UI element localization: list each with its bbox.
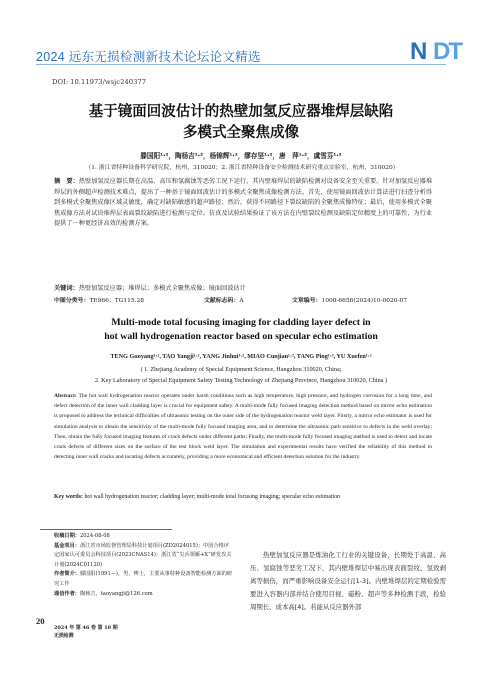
authors-english: TENG Guoyang¹·², TAO Yangji¹·², YANG Jinhui¹·², MIAO Cunjian¹·², TANG Ping¹·², YU Xuefen¹·²: [110, 353, 372, 360]
title-chinese-line-2: 多模式全聚焦成像: [183, 125, 299, 141]
abstract-chinese-label: 摘 要：: [54, 178, 79, 185]
keywords-chinese-label: 关键词：: [54, 285, 79, 292]
abstract-chinese: [54, 177, 432, 230]
logo-letter-n: N: [410, 38, 426, 65]
title-english-line-1: Multi-mode total focusing imaging for cladding layer defect in: [111, 317, 371, 328]
keywords-english-label: Key words:: [54, 494, 83, 500]
article-number: 文章编号：1000-6656(2024)10-0020-07: [292, 298, 407, 304]
title-english: [60, 316, 422, 343]
affiliation-english: [36, 365, 446, 386]
footnote-corresponding: 通信作者：陶杨吉，taoyangji@126.com: [54, 590, 153, 597]
footnote-author-bio: 作者简介：滕国阳(1991—)，男，博士，主要从事特种设备智能检测方面的研究工作: [54, 571, 233, 587]
affiliation-english-line-2: 2. Key Laboratory of Special Equipment Safety Testing Technology of Zhejiang Province, Hangzhou 310020, China ): [94, 376, 388, 384]
title-chinese-line-1: 基于镜面回波估计的热壁加氢反应器堆焊层缺陷: [88, 104, 394, 120]
journal-issue: 2024 年 第 46 卷 第 10 期: [54, 625, 118, 631]
footnote-rule: [40, 529, 172, 530]
abstract-english-label: Abstract:: [54, 393, 77, 399]
abstract-chinese-text: 热壁加氢反应器长期在高温、高压和氢腐蚀等恶劣工况下运行，其内壁堆焊层的缺陷检测对设备安全至关重要。针对加氢反应器堆焊层的外侧超声检测技术难点，提出了一种基于镜面回波估计的多模式全聚焦成像检测方法。首先，使用镜面回波估计算法进行扫查分析得到多模式全聚焦成像区域灵敏度，确定对缺陷敏感的超声路径；然后，获得不同路径下裂纹缺陷的全聚焦成像特征；最后，使用多模式全聚焦成像方法对试块堆焊层表面裂纹缺陷进行检测与定位。仿真及试验结果验证了该方法在内壁裂纹检测及缺陷定位精度上的可靠性，为行业提供了一种更经济高效的检测方案。: [54, 178, 433, 228]
footnote-funding: 基金项目：浙江省市场监督管理局科技计划项目(ZD2024015)；中国合格评定国家认可委员会科技项目(2023CNAS14)；浙江省“尖兵领雁+X”研发攻关计划(2024C01120): [54, 542, 232, 568]
page-number: 20: [36, 616, 45, 626]
affiliation-english-line-1: ( 1. Zhejiang Academy of Special Equipment Science, Hangzhou 310020, China;: [140, 366, 342, 373]
footnotes: [54, 532, 234, 599]
keywords-english-text: hot wall hydrogenation reactor; cladding layer; multi-mode total focusing imaging; specular echo estimation: [84, 494, 340, 500]
document-code: 文献标志码：A: [204, 298, 244, 304]
body-paragraph: 热壁加氢反应器是炼油化工行业的关键设备，长期处于高温、高压、氢腐蚀等恶劣工况下，其内壁堆焊层中易出现表面裂纹、氢致剥离等损伤，而严重影响设备安全运行[1-3]。内壁堆焊层的定期检验需要进入容器内部并结合使用目视、磁粉、超声等多种检测手段，检验周期长、成本高[4]。若能从反应器外部: [250, 551, 446, 611]
title-chinese: [36, 102, 446, 144]
abstract-english: [54, 391, 432, 462]
logo-letters-dt: DT: [433, 38, 461, 65]
header-rule: [36, 64, 446, 65]
affiliation-chinese: （1. 浙江省特种设备科学研究院，杭州，310020；2. 浙江省特种设备安全检测技术研究重点实验室，杭州，310020）: [85, 165, 399, 171]
title-english-line-2: hot wall hydrogenation reactor based on specular echo estimation: [104, 330, 378, 342]
keywords-chinese: [54, 283, 432, 292]
journal-info: [54, 625, 118, 640]
keywords-chinese-text: 热壁加氢反应器；堆焊层；多模式全聚焦成像；镜面回波估计: [78, 285, 246, 292]
authors-chinese: 滕国阳¹·²，陶杨吉¹·²，杨锦辉¹·²，缪存坚¹·²，唐 萍¹·²，虞雪芬¹·²: [140, 152, 342, 160]
footnote-received: 收稿日期：2024-08-08: [54, 533, 110, 539]
journal-name: 无损检测: [54, 632, 74, 639]
keywords-english: [54, 492, 432, 502]
doi: DOI: 10.11973/wsjc240377: [52, 78, 147, 86]
clc-number: 中图分类号：TE966；TG115.28: [54, 298, 144, 304]
abstract-english-text: The hot wall hydrogenation reactor operates under harsh conditions such as high temperature, high pressure, and hydrogen corrosion for a long time, and defect detection of the inner wall cladding layer is crucial for equipment safety. A multi-mode fully focused imaging detection method based on mirror echo estimation is proposed to address the technical difficulties of ultrasonic testing on the outer side of the hydrogenation reactor weld layer. Firstly, a mirror echo estimator is used for simulation analysis to obtain the sensitivity of the multi-mode fully focused imaging area, and to determine the ultrasonic path sensitive to defects in the weld overlay; Then, obtain the fully focused imaging features of crack defects under different paths; Finally, the multi-mode fully focused imaging method is used to detect and locate crack defects of different sizes on the surface of the test block weld layer. The simulation and experimental results have verified the reliability of this method in detecting inner wall cracks and locating defects accurately, providing a more economical and efficient detection solution for the industry.: [54, 393, 432, 461]
series-title: 2024 远东无损检测新技术论坛论文精选: [36, 50, 261, 64]
